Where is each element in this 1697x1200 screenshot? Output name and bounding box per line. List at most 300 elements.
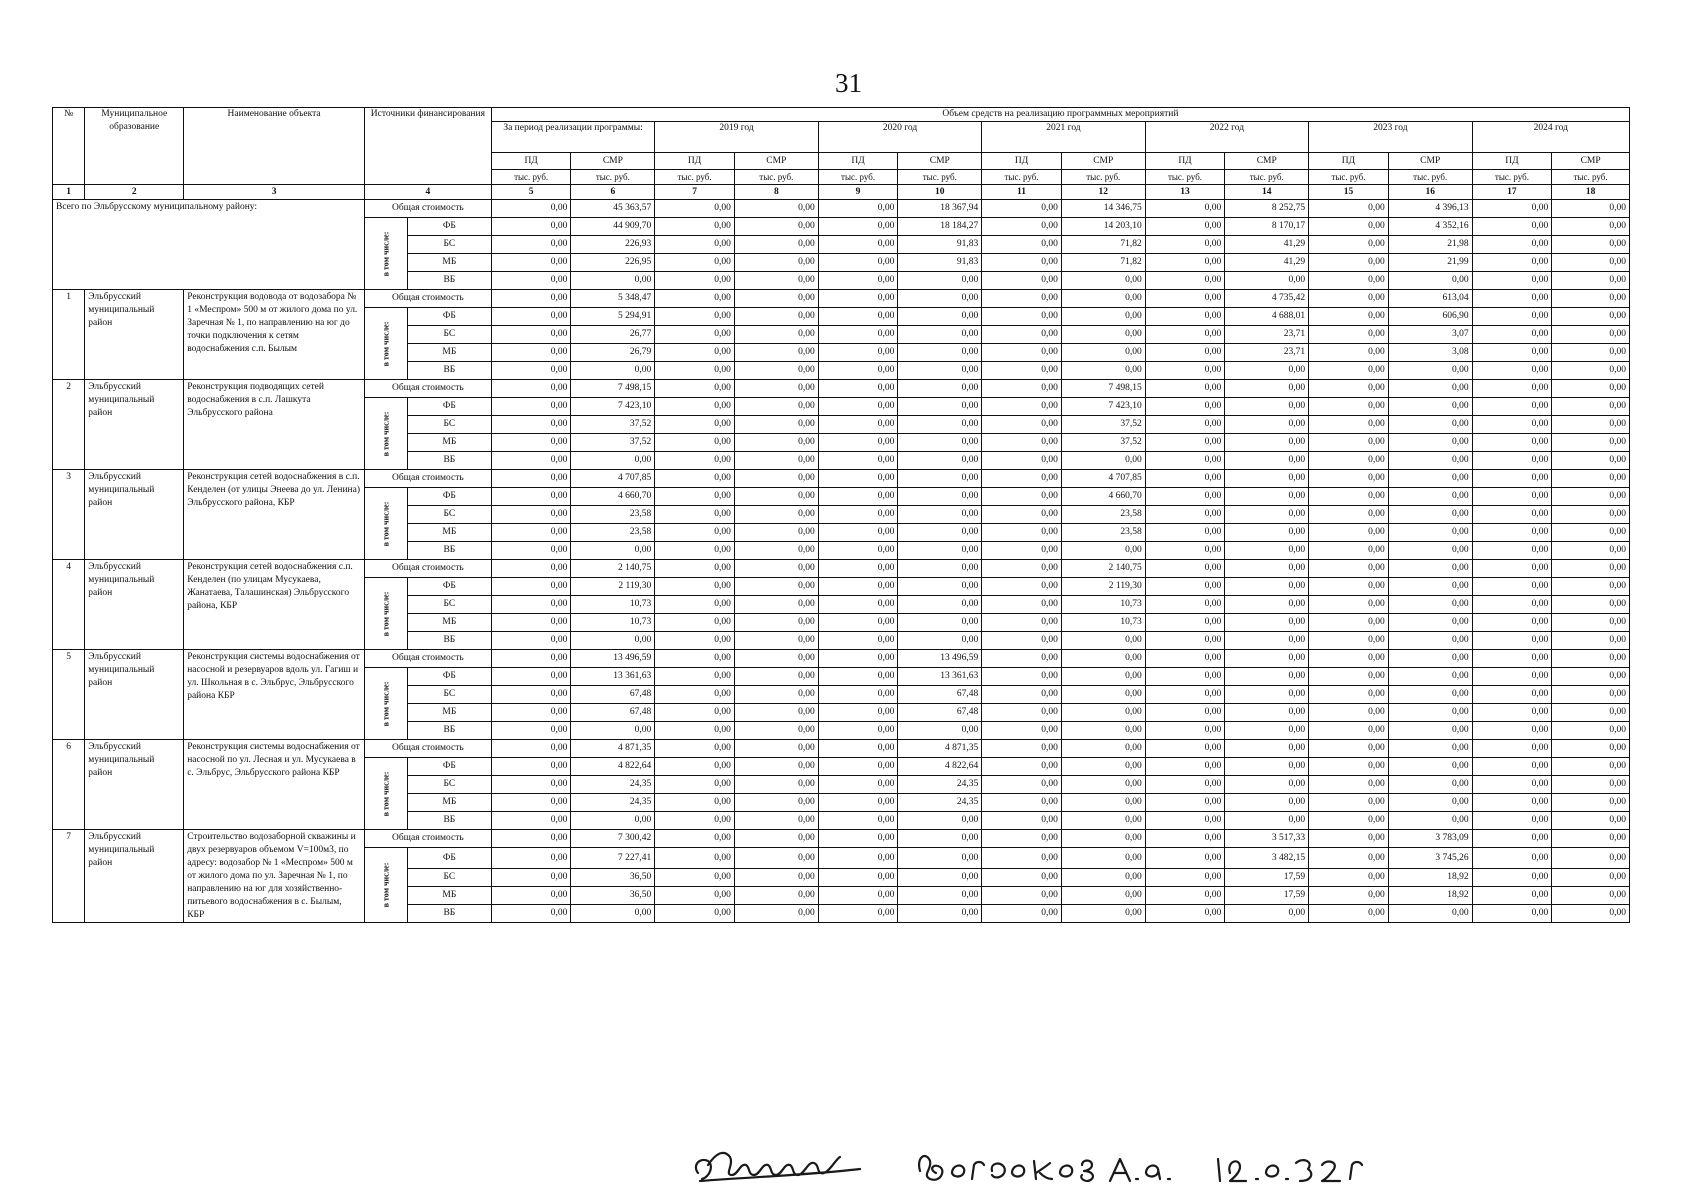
- value-cell: 0,00: [655, 326, 735, 344]
- value-cell: 0,00: [818, 740, 898, 758]
- value-cell: 91,83: [898, 254, 982, 272]
- value-cell: 0,00: [1061, 650, 1145, 668]
- value-cell: 0,00: [1225, 434, 1309, 452]
- value-cell: 0,00: [1309, 686, 1389, 704]
- value-cell: 0,00: [491, 560, 571, 578]
- value-cell: 0,00: [982, 218, 1062, 236]
- value-cell: 0,00: [1225, 596, 1309, 614]
- col-header-unit: тыс. руб.: [818, 170, 898, 185]
- value-cell: 0,00: [655, 686, 735, 704]
- including-label: [364, 398, 407, 470]
- value-cell: 0,00: [982, 362, 1062, 380]
- value-cell: 0,00: [734, 722, 818, 740]
- total-cost-label: Общая стоимость: [364, 200, 491, 218]
- source-label: МБ: [407, 344, 491, 362]
- source-label: ФБ: [407, 578, 491, 596]
- value-cell: 0,00: [1472, 416, 1552, 434]
- value-cell: 0,00: [734, 380, 818, 398]
- value-cell: 0,00: [1388, 488, 1472, 506]
- value-cell: 37,52: [1061, 434, 1145, 452]
- including-label-text: в том числе:: [381, 591, 391, 636]
- value-cell: 0,00: [1552, 218, 1630, 236]
- value-cell: 5 294,91: [571, 308, 655, 326]
- value-cell: 0,00: [1145, 560, 1225, 578]
- value-cell: 0,00: [818, 887, 898, 905]
- value-cell: 0,00: [491, 308, 571, 326]
- value-cell: 0,00: [1145, 686, 1225, 704]
- value-cell: 0,00: [818, 308, 898, 326]
- project-row: [53, 290, 1630, 308]
- value-cell: 0,00: [1309, 887, 1389, 905]
- source-label: БС: [407, 326, 491, 344]
- value-cell: 0,00: [898, 869, 982, 887]
- value-cell: 0,00: [734, 812, 818, 830]
- value-cell: 0,00: [982, 470, 1062, 488]
- value-cell: 0,00: [1225, 740, 1309, 758]
- value-cell: 0,00: [1225, 470, 1309, 488]
- total-cost-label: Общая стоимость: [364, 290, 491, 308]
- value-cell: 0,00: [818, 470, 898, 488]
- value-cell: 0,00: [734, 740, 818, 758]
- value-cell: 44 909,70: [571, 218, 655, 236]
- including-label: [364, 758, 407, 830]
- value-cell: 0,00: [898, 905, 982, 923]
- value-cell: 0,00: [1145, 308, 1225, 326]
- value-cell: 0,00: [1388, 596, 1472, 614]
- value-cell: 0,00: [1145, 869, 1225, 887]
- project-municipality: Эльбрусский муниципальный район: [85, 470, 184, 560]
- value-cell: 0,00: [1472, 650, 1552, 668]
- value-cell: 0,00: [1309, 236, 1389, 254]
- value-cell: 0,00: [734, 218, 818, 236]
- value-cell: 8 170,17: [1225, 218, 1309, 236]
- column-index-cell: 12: [1061, 185, 1145, 200]
- total-cost-label: Общая стоимость: [364, 740, 491, 758]
- value-cell: 0,00: [818, 668, 898, 686]
- value-cell: 0,00: [982, 326, 1062, 344]
- value-cell: 0,00: [491, 632, 571, 650]
- value-cell: 0,00: [1552, 650, 1630, 668]
- value-cell: 0,00: [734, 506, 818, 524]
- column-index-cell: 9: [818, 185, 898, 200]
- value-cell: 0,00: [1061, 722, 1145, 740]
- value-cell: 0,00: [734, 848, 818, 869]
- value-cell: 0,00: [1145, 668, 1225, 686]
- col-header-smr: СМР: [1225, 153, 1309, 170]
- value-cell: 0,00: [734, 470, 818, 488]
- value-cell: 4 688,01: [1225, 308, 1309, 326]
- value-cell: 4 660,70: [1061, 488, 1145, 506]
- value-cell: 0,00: [491, 812, 571, 830]
- value-cell: 0,00: [818, 722, 898, 740]
- value-cell: 0,00: [1061, 272, 1145, 290]
- value-cell: 0,00: [1061, 290, 1145, 308]
- column-index-cell: 11: [982, 185, 1062, 200]
- value-cell: 0,00: [1225, 272, 1309, 290]
- value-cell: 0,00: [818, 434, 898, 452]
- value-cell: 0,00: [1225, 668, 1309, 686]
- value-cell: 0,00: [982, 848, 1062, 869]
- value-cell: 0,00: [1472, 236, 1552, 254]
- value-cell: 0,00: [1309, 506, 1389, 524]
- value-cell: 0,00: [1552, 488, 1630, 506]
- total-cost-label: Общая стоимость: [364, 560, 491, 578]
- col-header-unit: тыс. руб.: [1309, 170, 1389, 185]
- source-label: БС: [407, 506, 491, 524]
- value-cell: 0,00: [898, 344, 982, 362]
- value-cell: 0,00: [898, 524, 982, 542]
- value-cell: 0,00: [982, 488, 1062, 506]
- value-cell: 0,00: [734, 452, 818, 470]
- value-cell: 67,48: [898, 704, 982, 722]
- project-number: 4: [53, 560, 85, 650]
- value-cell: 0,00: [734, 650, 818, 668]
- value-cell: 0,00: [1388, 506, 1472, 524]
- value-cell: 0,00: [571, 542, 655, 560]
- value-cell: 0,00: [1145, 650, 1225, 668]
- including-label: [364, 308, 407, 380]
- including-label: [364, 578, 407, 650]
- column-index-cell: 1: [53, 185, 85, 200]
- value-cell: 26,77: [571, 326, 655, 344]
- value-cell: 0,00: [1472, 434, 1552, 452]
- value-cell: 0,00: [491, 344, 571, 362]
- value-cell: 0,00: [734, 830, 818, 848]
- col-header-no: №: [53, 108, 85, 185]
- value-cell: 0,00: [1145, 722, 1225, 740]
- value-cell: 0,00: [655, 542, 735, 560]
- value-cell: 0,00: [655, 632, 735, 650]
- value-cell: 0,00: [655, 308, 735, 326]
- project-name: Реконструкция системы водоснабжения от насосной и резервуаров вдоль ул. Гагиш и ул. Школьная в с. Эльбрус, Эльбрусского района КБР: [184, 650, 365, 740]
- value-cell: 4 871,35: [571, 740, 655, 758]
- value-cell: 0,00: [491, 758, 571, 776]
- source-label: БС: [407, 776, 491, 794]
- value-cell: 0,00: [734, 560, 818, 578]
- value-cell: 0,00: [1552, 200, 1630, 218]
- value-cell: 0,00: [818, 578, 898, 596]
- source-label: МБ: [407, 614, 491, 632]
- summary-title: Всего по Эльбрусскому муниципальному району:: [53, 200, 365, 290]
- value-cell: 0,00: [1309, 758, 1389, 776]
- source-label: БС: [407, 596, 491, 614]
- value-cell: 0,00: [1472, 830, 1552, 848]
- value-cell: 0,00: [734, 542, 818, 560]
- value-cell: 0,00: [1552, 470, 1630, 488]
- value-cell: 23,71: [1225, 344, 1309, 362]
- value-cell: 0,00: [571, 905, 655, 923]
- col-header-year: 2021 год: [982, 122, 1145, 153]
- value-cell: 0,00: [491, 668, 571, 686]
- value-cell: 0,00: [655, 236, 735, 254]
- value-cell: 0,00: [571, 812, 655, 830]
- value-cell: 0,00: [1472, 686, 1552, 704]
- financing-table-sheet: [52, 107, 1630, 923]
- value-cell: 0,00: [982, 794, 1062, 812]
- value-cell: 0,00: [898, 308, 982, 326]
- source-label: ВБ: [407, 272, 491, 290]
- value-cell: 0,00: [655, 668, 735, 686]
- col-header-unit: тыс. руб.: [1388, 170, 1472, 185]
- value-cell: 0,00: [1388, 452, 1472, 470]
- value-cell: 0,00: [734, 326, 818, 344]
- value-cell: 0,00: [734, 776, 818, 794]
- value-cell: 3 517,33: [1225, 830, 1309, 848]
- value-cell: 10,73: [1061, 614, 1145, 632]
- project-number: 7: [53, 830, 85, 923]
- value-cell: 0,00: [1309, 326, 1389, 344]
- col-header-volume: Объем средств на реализацию программных мероприятий: [491, 108, 1629, 122]
- value-cell: 0,00: [898, 848, 982, 869]
- value-cell: 4 735,42: [1225, 290, 1309, 308]
- value-cell: 0,00: [1309, 524, 1389, 542]
- value-cell: 0,00: [1145, 740, 1225, 758]
- value-cell: 0,00: [898, 560, 982, 578]
- value-cell: 7 300,42: [571, 830, 655, 848]
- value-cell: 0,00: [1388, 776, 1472, 794]
- value-cell: 18,92: [1388, 887, 1472, 905]
- value-cell: 0,00: [491, 848, 571, 869]
- value-cell: 0,00: [1552, 308, 1630, 326]
- value-cell: 0,00: [1388, 614, 1472, 632]
- value-cell: 0,00: [1061, 344, 1145, 362]
- value-cell: 0,00: [734, 344, 818, 362]
- value-cell: 0,00: [1145, 200, 1225, 218]
- value-cell: 0,00: [1472, 869, 1552, 887]
- column-index-cell: 16: [1388, 185, 1472, 200]
- value-cell: 0,00: [1388, 362, 1472, 380]
- project-municipality: Эльбрусский муниципальный район: [85, 830, 184, 923]
- value-cell: 0,00: [818, 650, 898, 668]
- value-cell: 0,00: [818, 380, 898, 398]
- value-cell: 0,00: [898, 290, 982, 308]
- col-header-smr: СМР: [571, 153, 655, 170]
- value-cell: 0,00: [982, 290, 1062, 308]
- value-cell: 0,00: [655, 488, 735, 506]
- value-cell: 0,00: [491, 200, 571, 218]
- value-cell: 0,00: [1388, 740, 1472, 758]
- including-label-text: в том числе:: [381, 681, 391, 726]
- value-cell: 24,35: [898, 794, 982, 812]
- value-cell: 0,00: [734, 434, 818, 452]
- project-name: Реконструкция сетей водоснабжения с.п. Кенделен (по улицам Мусукаева, Жанатаева, Талашинская) Эльбрусского района, КБР: [184, 560, 365, 650]
- value-cell: 18 367,94: [898, 200, 982, 218]
- value-cell: 0,00: [734, 488, 818, 506]
- value-cell: 0,00: [1552, 290, 1630, 308]
- value-cell: 0,00: [655, 254, 735, 272]
- value-cell: 3 482,15: [1225, 848, 1309, 869]
- col-header-pd: ПД: [655, 153, 735, 170]
- source-label: ФБ: [407, 488, 491, 506]
- financing-table: [52, 107, 1630, 923]
- value-cell: 0,00: [1472, 200, 1552, 218]
- value-cell: 0,00: [491, 362, 571, 380]
- value-cell: 0,00: [982, 560, 1062, 578]
- including-label-text: в том числе:: [381, 771, 391, 816]
- value-cell: 7 227,41: [571, 848, 655, 869]
- project-municipality: Эльбрусский муниципальный район: [85, 290, 184, 380]
- value-cell: 0,00: [1309, 632, 1389, 650]
- value-cell: 0,00: [491, 398, 571, 416]
- value-cell: 21,98: [1388, 236, 1472, 254]
- col-header-unit: тыс. руб.: [571, 170, 655, 185]
- value-cell: 0,00: [491, 596, 571, 614]
- value-cell: 0,00: [898, 614, 982, 632]
- value-cell: 0,00: [982, 758, 1062, 776]
- value-cell: 0,00: [898, 722, 982, 740]
- source-label: ВБ: [407, 905, 491, 923]
- value-cell: 3 745,26: [1388, 848, 1472, 869]
- value-cell: 0,00: [818, 830, 898, 848]
- value-cell: 0,00: [898, 398, 982, 416]
- value-cell: 0,00: [491, 326, 571, 344]
- value-cell: 0,00: [655, 596, 735, 614]
- value-cell: 14 203,10: [1061, 218, 1145, 236]
- value-cell: 0,00: [571, 722, 655, 740]
- col-header-pd: ПД: [491, 153, 571, 170]
- value-cell: 0,00: [1145, 452, 1225, 470]
- value-cell: 0,00: [1145, 848, 1225, 869]
- value-cell: 0,00: [571, 452, 655, 470]
- value-cell: 0,00: [1472, 740, 1552, 758]
- source-label: ФБ: [407, 758, 491, 776]
- value-cell: 0,00: [734, 614, 818, 632]
- value-cell: 4 396,13: [1388, 200, 1472, 218]
- value-cell: 0,00: [898, 542, 982, 560]
- value-cell: 0,00: [1145, 344, 1225, 362]
- source-label: ФБ: [407, 218, 491, 236]
- project-municipality: Эльбрусский муниципальный район: [85, 380, 184, 470]
- value-cell: 0,00: [571, 632, 655, 650]
- value-cell: 0,00: [982, 812, 1062, 830]
- value-cell: 0,00: [1552, 416, 1630, 434]
- column-index-cell: 4: [364, 185, 491, 200]
- value-cell: 0,00: [1552, 722, 1630, 740]
- handwritten-signature: [690, 1135, 1620, 1195]
- value-cell: 0,00: [491, 542, 571, 560]
- value-cell: 226,93: [571, 236, 655, 254]
- col-header-unit: тыс. руб.: [491, 170, 571, 185]
- value-cell: 0,00: [818, 236, 898, 254]
- value-cell: 0,00: [1472, 362, 1552, 380]
- value-cell: 0,00: [491, 722, 571, 740]
- value-cell: 0,00: [898, 272, 982, 290]
- value-cell: 0,00: [1552, 578, 1630, 596]
- value-cell: 0,00: [818, 686, 898, 704]
- value-cell: 0,00: [655, 218, 735, 236]
- value-cell: 0,00: [655, 290, 735, 308]
- value-cell: 0,00: [1145, 416, 1225, 434]
- value-cell: 0,00: [982, 542, 1062, 560]
- value-cell: 0,00: [1552, 236, 1630, 254]
- source-label: МБ: [407, 524, 491, 542]
- value-cell: 0,00: [1145, 578, 1225, 596]
- value-cell: 0,00: [491, 452, 571, 470]
- source-label: ВБ: [407, 722, 491, 740]
- value-cell: 0,00: [1061, 704, 1145, 722]
- value-cell: 0,00: [898, 380, 982, 398]
- value-cell: 0,00: [1472, 632, 1552, 650]
- source-label: ФБ: [407, 848, 491, 869]
- value-cell: 0,00: [1472, 542, 1552, 560]
- value-cell: 37,52: [1061, 416, 1145, 434]
- value-cell: 41,29: [1225, 254, 1309, 272]
- value-cell: 0,00: [1225, 722, 1309, 740]
- source-label: МБ: [407, 434, 491, 452]
- value-cell: 0,00: [1061, 812, 1145, 830]
- source-label: МБ: [407, 254, 491, 272]
- value-cell: 0,00: [1388, 470, 1472, 488]
- value-cell: 0,00: [982, 650, 1062, 668]
- value-cell: 0,00: [1552, 812, 1630, 830]
- value-cell: 0,00: [1472, 506, 1552, 524]
- value-cell: 0,00: [1388, 704, 1472, 722]
- value-cell: 67,48: [571, 704, 655, 722]
- value-cell: 0,00: [982, 869, 1062, 887]
- value-cell: 0,00: [1388, 524, 1472, 542]
- value-cell: 7 423,10: [571, 398, 655, 416]
- value-cell: 0,00: [734, 398, 818, 416]
- value-cell: 0,00: [982, 308, 1062, 326]
- summary-row: [53, 200, 1630, 218]
- value-cell: 0,00: [1472, 524, 1552, 542]
- value-cell: 18 184,27: [898, 218, 982, 236]
- value-cell: 23,58: [571, 524, 655, 542]
- value-cell: 0,00: [982, 380, 1062, 398]
- value-cell: 0,00: [1388, 398, 1472, 416]
- value-cell: 0,00: [898, 596, 982, 614]
- project-number: 1: [53, 290, 85, 380]
- value-cell: 0,00: [571, 272, 655, 290]
- value-cell: 0,00: [1472, 308, 1552, 326]
- value-cell: 67,48: [898, 686, 982, 704]
- value-cell: 0,00: [1061, 668, 1145, 686]
- value-cell: 0,00: [818, 614, 898, 632]
- project-number: 2: [53, 380, 85, 470]
- col-header-unit: тыс. руб.: [1472, 170, 1552, 185]
- value-cell: 0,00: [818, 452, 898, 470]
- source-label: ВБ: [407, 452, 491, 470]
- value-cell: 0,00: [655, 560, 735, 578]
- col-header-unit: тыс. руб.: [982, 170, 1062, 185]
- value-cell: 0,00: [1061, 740, 1145, 758]
- value-cell: 0,00: [655, 272, 735, 290]
- value-cell: 0,00: [982, 632, 1062, 650]
- value-cell: 0,00: [734, 704, 818, 722]
- value-cell: 0,00: [655, 704, 735, 722]
- value-cell: 0,00: [1552, 434, 1630, 452]
- value-cell: 0,00: [1061, 686, 1145, 704]
- value-cell: 0,00: [655, 887, 735, 905]
- value-cell: 0,00: [898, 434, 982, 452]
- value-cell: 4 822,64: [898, 758, 982, 776]
- project-row: [53, 560, 1630, 578]
- source-label: БС: [407, 869, 491, 887]
- value-cell: 5 348,47: [571, 290, 655, 308]
- value-cell: 0,00: [1309, 434, 1389, 452]
- col-header-municipality: Муниципальное образование: [85, 108, 184, 185]
- value-cell: 0,00: [1145, 887, 1225, 905]
- value-cell: 10,73: [571, 614, 655, 632]
- value-cell: 13 361,63: [571, 668, 655, 686]
- value-cell: 0,00: [1225, 614, 1309, 632]
- value-cell: 0,00: [1388, 668, 1472, 686]
- value-cell: 0,00: [1388, 686, 1472, 704]
- col-header-pd: ПД: [1309, 153, 1389, 170]
- value-cell: 0,00: [491, 506, 571, 524]
- value-cell: 0,00: [655, 380, 735, 398]
- value-cell: 23,58: [1061, 506, 1145, 524]
